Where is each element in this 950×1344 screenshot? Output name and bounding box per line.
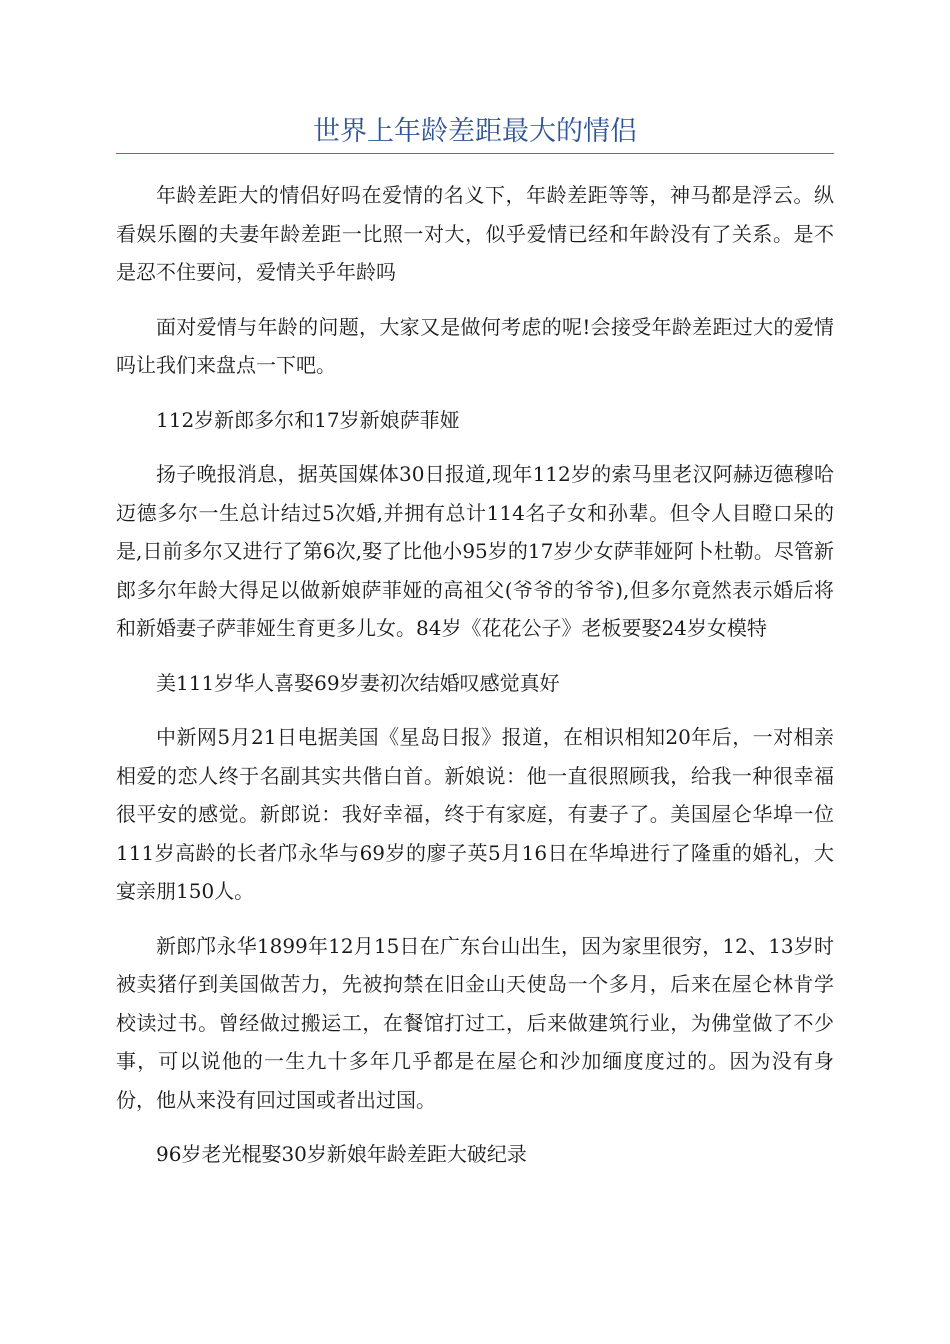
document-title: 世界上年龄差距最大的情侣 <box>313 116 637 147</box>
paragraph-story-3: 新郎邝永华1899年12月15日在广东台山出生，因为家里很穷，12、13岁时被卖猪仔到美国做苦力，先被拘禁在旧金山天使岛一个多月，后来在屋仑林肯学校读过书。曾经做过搬运工，在餐馆打过工，后来做建筑行业，为佛堂做了不少事，可以说他的一生九十多年几乎都是在屋仑和沙加缅度度过的。因为没有身份，他从来没有回过国或者出过国。 <box>116 933 834 1112</box>
title-underline <box>116 153 834 154</box>
paragraph-heading-3: 96岁老光棍娶30岁新娘年龄差距大破纪录 <box>156 1142 527 1166</box>
paragraph-heading-2: 美111岁华人喜娶69岁妻初次结婚叹感觉真好 <box>156 670 560 695</box>
paragraph-story-2: 中新网5月21日电据美国《星岛日报》报道，在相识相知20年后，一对相亲相爱的恋人终于名副其实共偕白首。新娘说：他一直很照顾我，给我一种很幸福很平安的感觉。新郎说：我好幸福，终于有家庭，有妻子了。美国屋仑华埠一位111岁高龄的长者邝永华与69岁的廖子英5月16日在华埠进行了隆重的婚礼，大宴亲朋150人。 <box>116 725 834 903</box>
paragraph-intro: 年龄差距大的情侣好吗在爱情的名义下，年龄差距等等，神马都是浮云。纵看娱乐圈的夫妻年龄差距一比照一对大，似乎爱情已经和年龄没有了关系。是不是忍不住要问，爱情关乎年龄吗 <box>116 183 834 284</box>
paragraph-question: 面对爱情与年龄的问题，大家又是做何考虑的呢!会接受年龄差距过大的爱情吗让我们来盘点一下吧。 <box>116 314 834 377</box>
paragraph-story-1: 扬子晚报消息，据英国媒体30日报道,现年112岁的索马里老汉阿赫迈德穆哈迈德多尔一生总计结过5次婚,并拥有总计114名子女和孙辈。但令人目瞪口呆的是,日前多尔又进行了第6次,娶了比他小95岁的17岁少女萨菲娅阿卜杜勒。尽管新郎多尔年龄大得足以做新娘萨菲娅的高祖父(爷爷的爷爷),但多尔竟然表示婚后将和新婚妻子萨菲娅生育更多儿女。84岁《花花公子》老板要娶24岁女模特 <box>116 462 834 640</box>
paragraph-heading-1: 112岁新郎多尔和17岁新娘萨菲娅 <box>156 407 460 432</box>
document-body <box>116 176 834 1190</box>
